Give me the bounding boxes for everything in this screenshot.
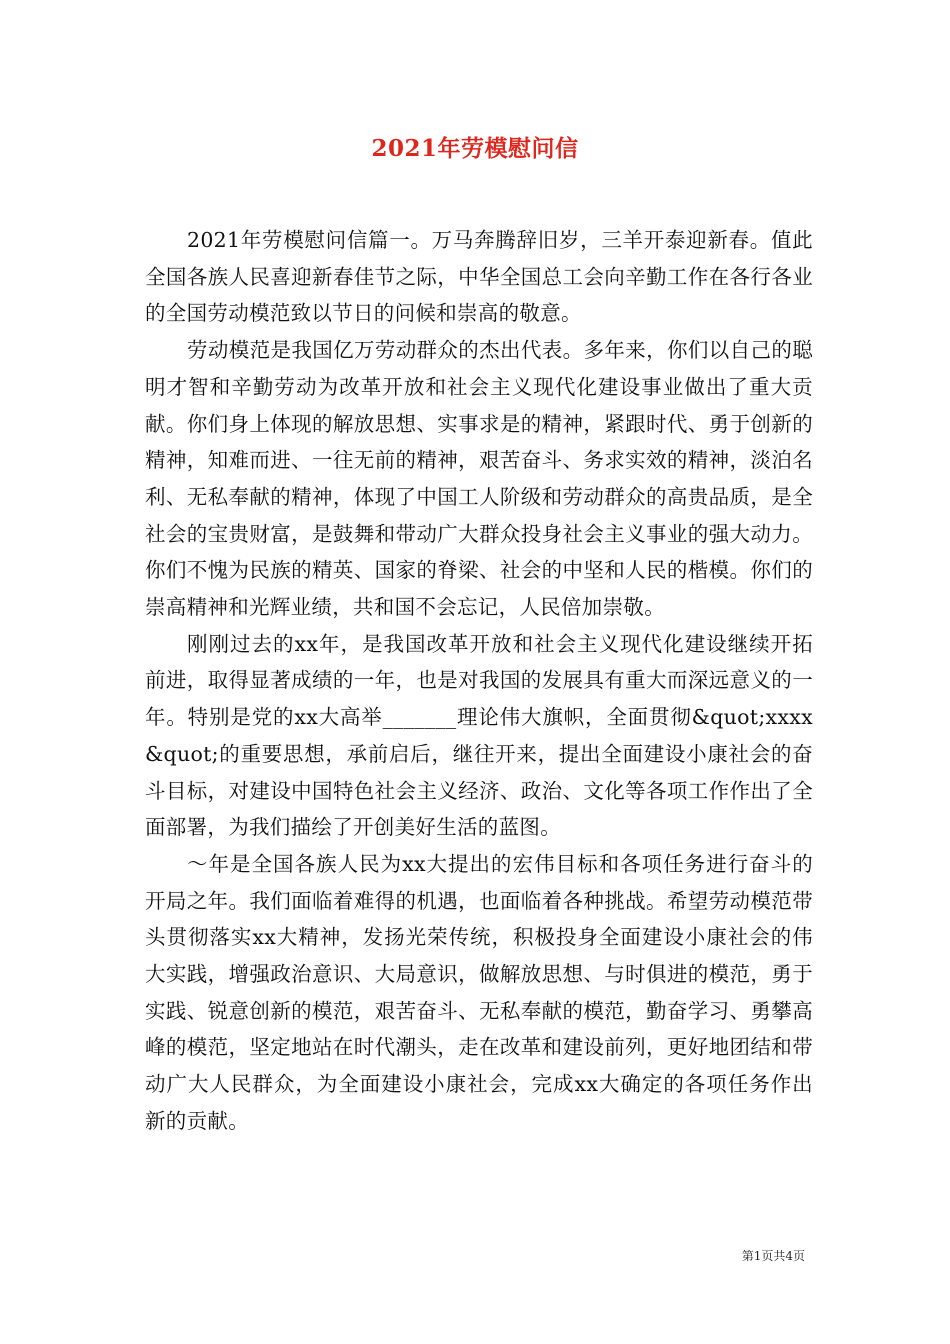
document-body (145, 222, 813, 1140)
paragraph-4: ～年是全国各族人民为xx大提出的宏伟目标和各项任务进行奋斗的开局之年。我们面临着难得的机遇，也面临着各种挑战。希望劳动模范带头贯彻落实xx大精神，发扬光荣传统，积极投身全面建设小康社会的伟大实践，增强政治意识、大局意识，做解放思想、与时俱进的模范，勇于实践、锐意创新的模范，艰苦奋斗、无私奉献的模范，勤奋学习、勇攀高峰的模范，坚定地站在时代潮头，走在改革和建设前列，更好地团结和带动广大人民群众，为全面建设小康社会，完成xx大确定的各项任务作出新的贡献。 (145, 851, 813, 1133)
paragraph-1: 2021年劳模慰问信篇一。万马奔腾辞旧岁，三羊开泰迎新春。值此全国各族人民喜迎新春佳节之际，中华全国总工会向辛勤工作在各行各业的全国劳动模范致以节日的问候和崇高的敬意。 (145, 228, 813, 326)
page-number: 第1页共4页 (741, 1249, 805, 1263)
paragraph-2: 劳动模范是我国亿万劳动群众的杰出代表。多年来，你们以自己的聪明才智和辛勤劳动为改革开放和社会主义现代化建设事业做出了重大贡献。你们身上体现的解放思想、实事求是的精神，紧跟时代、勇于创新的精神，知难而进、一往无前的精神，艰苦奋斗、务求实效的精神，淡泊名利、无私奉献的精神，体现了中国工人阶级和劳动群众的高贵品质，是全社会的宝贵财富，是鼓舞和带动广大群众投身社会主义事业的强大动力。你们不愧为民族的精英、国家的脊梁、社会的中坚和人民的楷模。你们的崇高精神和光辉业绩，共和国不会忘记，人民倍加崇敬。 (145, 338, 813, 620)
document-title: 2021年劳模慰问信 (371, 135, 579, 162)
paragraph-3: 刚刚过去的xx年，是我国改革开放和社会主义现代化建设继续开拓前进，取得显著成绩的一年，也是对我国的发展具有重大而深远意义的一年。特别是党的xx大高举_______理论伟大旗帜，全面贯彻&quot;xxxx&quot;的重要思想，承前启后，继往开来，提出全面建设小康社会的奋斗目标，对建设中国特色社会主义经济、政治、文化等各项工作作出了全面部署，为我们描绘了开创美好生活的蓝图。 (145, 631, 813, 840)
